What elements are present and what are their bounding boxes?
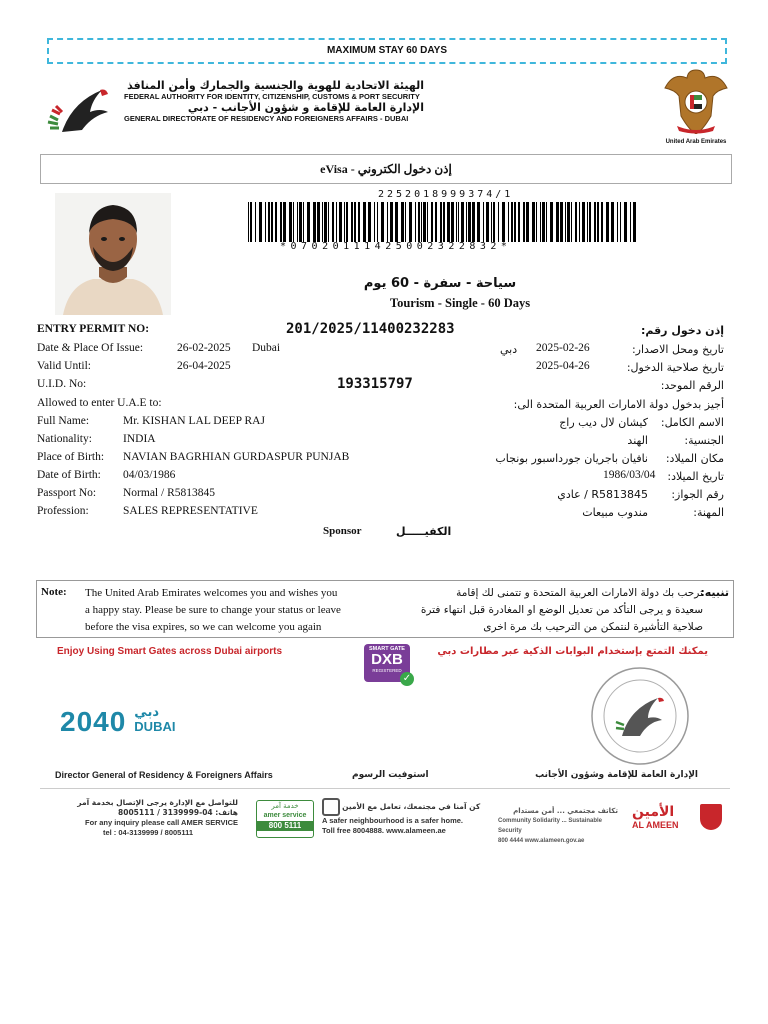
amer-ar2: هاتف: 04-3139999 / 8005111: [118, 808, 238, 817]
fees-paid-ar: استوفيت الرسوم: [352, 770, 429, 780]
brand-en: AL AMEEN: [632, 820, 679, 830]
valid-label: Valid Until:: [37, 360, 91, 372]
pob-label: Place of Birth:: [37, 451, 105, 463]
dob-ar-label: تاريخ الميلاد:: [667, 470, 724, 483]
amer-info: [58, 798, 238, 838]
nationality-ar-label: الجنسية:: [684, 434, 724, 447]
sponsor-ar: الكفيـــــل: [396, 525, 452, 538]
profession-value: SALES REPRESENTATIVE: [123, 505, 258, 517]
community-contact: 800 4444 www.alameen.gov.ae: [498, 838, 585, 844]
name-ar-label: الاسم الكامل:: [660, 416, 724, 429]
amer-badge-en: amer service: [263, 812, 307, 819]
dubai-ar: دبي: [134, 705, 160, 720]
amer-ar1: للتواصل مع الإدارة يرجى الإتصال بخدمة آمر: [77, 798, 238, 807]
sponsor-en: Sponsor: [323, 525, 362, 537]
alameen-en1: A safer neighbourhood is a safer home.: [322, 816, 463, 825]
passport-ar-label: رقم الجواز:: [671, 488, 724, 501]
profession-ar-label: المهنة:: [693, 506, 724, 519]
name-ar-value: كيشان لال ديب راج: [559, 416, 648, 429]
nationality-label: Nationality:: [37, 433, 92, 445]
nationality-value: INDIA: [123, 433, 156, 445]
divider: [40, 788, 730, 789]
visa-type-ar: سياحة - سفرة - 60 يوم: [363, 276, 517, 291]
uae-emblem: [660, 64, 732, 152]
valid-value: 26-04-2025: [177, 360, 231, 372]
allowed-label: Allowed to enter U.A.E to:: [37, 397, 162, 409]
valid-ar-value: 2025-04-26: [536, 360, 590, 372]
note-ar-line3: صلاحية التأشيرة لنتمكن من الترحيب بك مرة اخرى: [483, 621, 703, 633]
dob-value: 04/03/1986: [123, 469, 176, 481]
max-stay-banner: MAXIMUM STAY 60 DAYS: [47, 38, 727, 64]
dubai-en: DUBAI: [134, 719, 176, 734]
uid-value: 193315797: [337, 376, 413, 392]
note-ar-label: تنبيه:: [700, 586, 729, 599]
dubai-2040-number: 2040: [60, 706, 127, 737]
issue-label: Date & Place Of Issue:: [37, 342, 144, 354]
lock-icon: [322, 798, 340, 816]
amer-service-badge: [256, 800, 314, 838]
dob-label: Date of Birth:: [37, 469, 101, 481]
barcode-top-number: 2252018999374/1: [378, 189, 514, 200]
badge-sub: REGISTERED: [372, 668, 402, 673]
passport-label: Passport No:: [37, 487, 97, 499]
name-value: Mr. KISHAN LAL DEEP RAJ: [123, 415, 265, 427]
note-ar-line1: ترحب بك دولة الامارات العربية المتحدة و تتمنى لك إقامة: [456, 587, 703, 599]
authority-ar-line2: الإدارة العامة للإقامة و شؤون الأجانب - دبي: [187, 101, 424, 114]
badge-top: SMART GATE: [369, 646, 405, 652]
issue-place: Dubai: [252, 342, 281, 354]
allowed-ar-label: أجيز بدخول دولة الامارات العربية المتحدة الى:: [513, 398, 724, 411]
note-box: [36, 580, 734, 638]
nationality-ar-value: الهند: [627, 434, 648, 447]
note-label: Note:: [41, 586, 67, 598]
note-line1: The United Arab Emirates welcomes you and wishes you: [85, 587, 338, 599]
directorate-ar: الإدارة العامة للإقامة وشؤون الأجانب: [535, 770, 698, 780]
amer-badge-ar: خدمة آمر: [271, 802, 299, 810]
note-line3: before the visa expires, so we can welcome you again: [85, 621, 322, 633]
official-seal: [588, 664, 692, 768]
pob-ar-label: مكان الميلاد:: [665, 452, 724, 465]
alameen-info: [322, 798, 492, 836]
badge-main: DXB: [371, 651, 403, 668]
issue-ar-place: دبي: [500, 343, 518, 356]
entry-permit-label: ENTRY PERMIT NO:: [37, 323, 150, 335]
note-en-text: [85, 585, 341, 636]
amer-en1: For any inquiry please call AMER SERVICE: [85, 818, 238, 827]
smart-gate-badge: [364, 644, 410, 682]
community-ar: تكاتف مجتمعي ... أمن مستدام: [513, 807, 618, 815]
pob-value: NAVIAN BAGRHIAN GURDASPUR PUNJAB: [123, 451, 350, 463]
pob-ar-value: نافيان باجريان جورداسبور بونجاب: [495, 452, 648, 465]
note-line2: a happy stay. Please be sure to change your status or leave: [85, 604, 341, 616]
amer-badge-num: 800 5111: [257, 821, 313, 831]
dubai-2040-logo: [60, 706, 175, 740]
authority-header: [124, 80, 424, 124]
visa-type-en: Tourism - Single - 60 Days: [389, 296, 531, 310]
note-ar-line2: سعيدة و يرجى التأكد من تعديل الوضع او المغادرة قبل انتهاء فترة: [420, 604, 703, 616]
smart-gates-ar: يمكنك التمتع بإستخدام البوابات الذكية عبر مطارات دبي: [437, 646, 708, 657]
community-en: Community Solidarity ... Sustainable Security: [498, 818, 603, 834]
check-icon: ✓: [400, 672, 414, 686]
shield-icon: [700, 804, 722, 830]
smart-gates-en: Enjoy Using Smart Gates across Dubai airports: [57, 646, 283, 657]
valid-ar-label: تاريخ صلاحية الدخول:: [626, 361, 724, 374]
brand-ar: الأمين: [632, 804, 675, 820]
uid-ar-label: الرقم الموحد:: [660, 379, 724, 392]
falcon-logo: [42, 72, 120, 142]
al-ameen-brand: [632, 804, 722, 830]
dob-ar-value: 1986/03/04: [603, 469, 656, 481]
applicant-photo: [55, 193, 171, 315]
profession-label: Profession:: [37, 505, 89, 517]
amer-en2: tel : 04-3139999 / 8005111: [102, 828, 194, 837]
issue-date: 26-02-2025: [177, 342, 231, 354]
uid-label: U.I.D. No:: [37, 378, 87, 390]
issue-ar-date: 2025-02-26: [536, 342, 590, 354]
evisa-title: eVisa - إذن دخول الكتروني: [40, 154, 732, 184]
director-general-en: Director General of Residency & Foreigners Affairs: [55, 770, 273, 780]
passport-value: Normal / R5813845: [123, 487, 215, 499]
alameen-en2: Toll free 8004888. www.alameen.ae: [322, 826, 446, 835]
name-label: Full Name:: [37, 415, 90, 427]
note-ar-text: [421, 585, 703, 636]
alameen-ar: كن آمنا في مجتمعك، تعامل مع الأمين: [342, 801, 481, 811]
entry-permit-value: 201/2025/11400232283: [286, 321, 455, 337]
authority-ar-line1: الهيئة الاتحادية للهوية والجنسية والجمارك وأمن المنافذ: [127, 79, 424, 92]
passport-ar-value: R5813845 / عادي: [557, 488, 648, 501]
authority-en-line2: GENERAL DIRECTORATE OF RESIDENCY AND FOREIGNERS AFFAIRS - DUBAI: [124, 114, 409, 123]
barcode: [248, 202, 640, 242]
emblem-caption: United Arab Emirates: [665, 139, 727, 145]
entry-permit-ar-label: إذن دخول رقم:: [640, 324, 724, 337]
authority-en-line1: FEDERAL AUTHORITY FOR IDENTITY, CITIZENSHIP, CUSTOMS & PORT SECURITY: [124, 92, 420, 101]
community-info: [498, 806, 618, 846]
profession-ar-value: مندوب مبيعات: [582, 506, 648, 519]
issue-ar-label: تاريخ ومحل الاصدار:: [631, 343, 724, 356]
barcode-bottom-number: *07020111425002322832*: [280, 241, 512, 252]
